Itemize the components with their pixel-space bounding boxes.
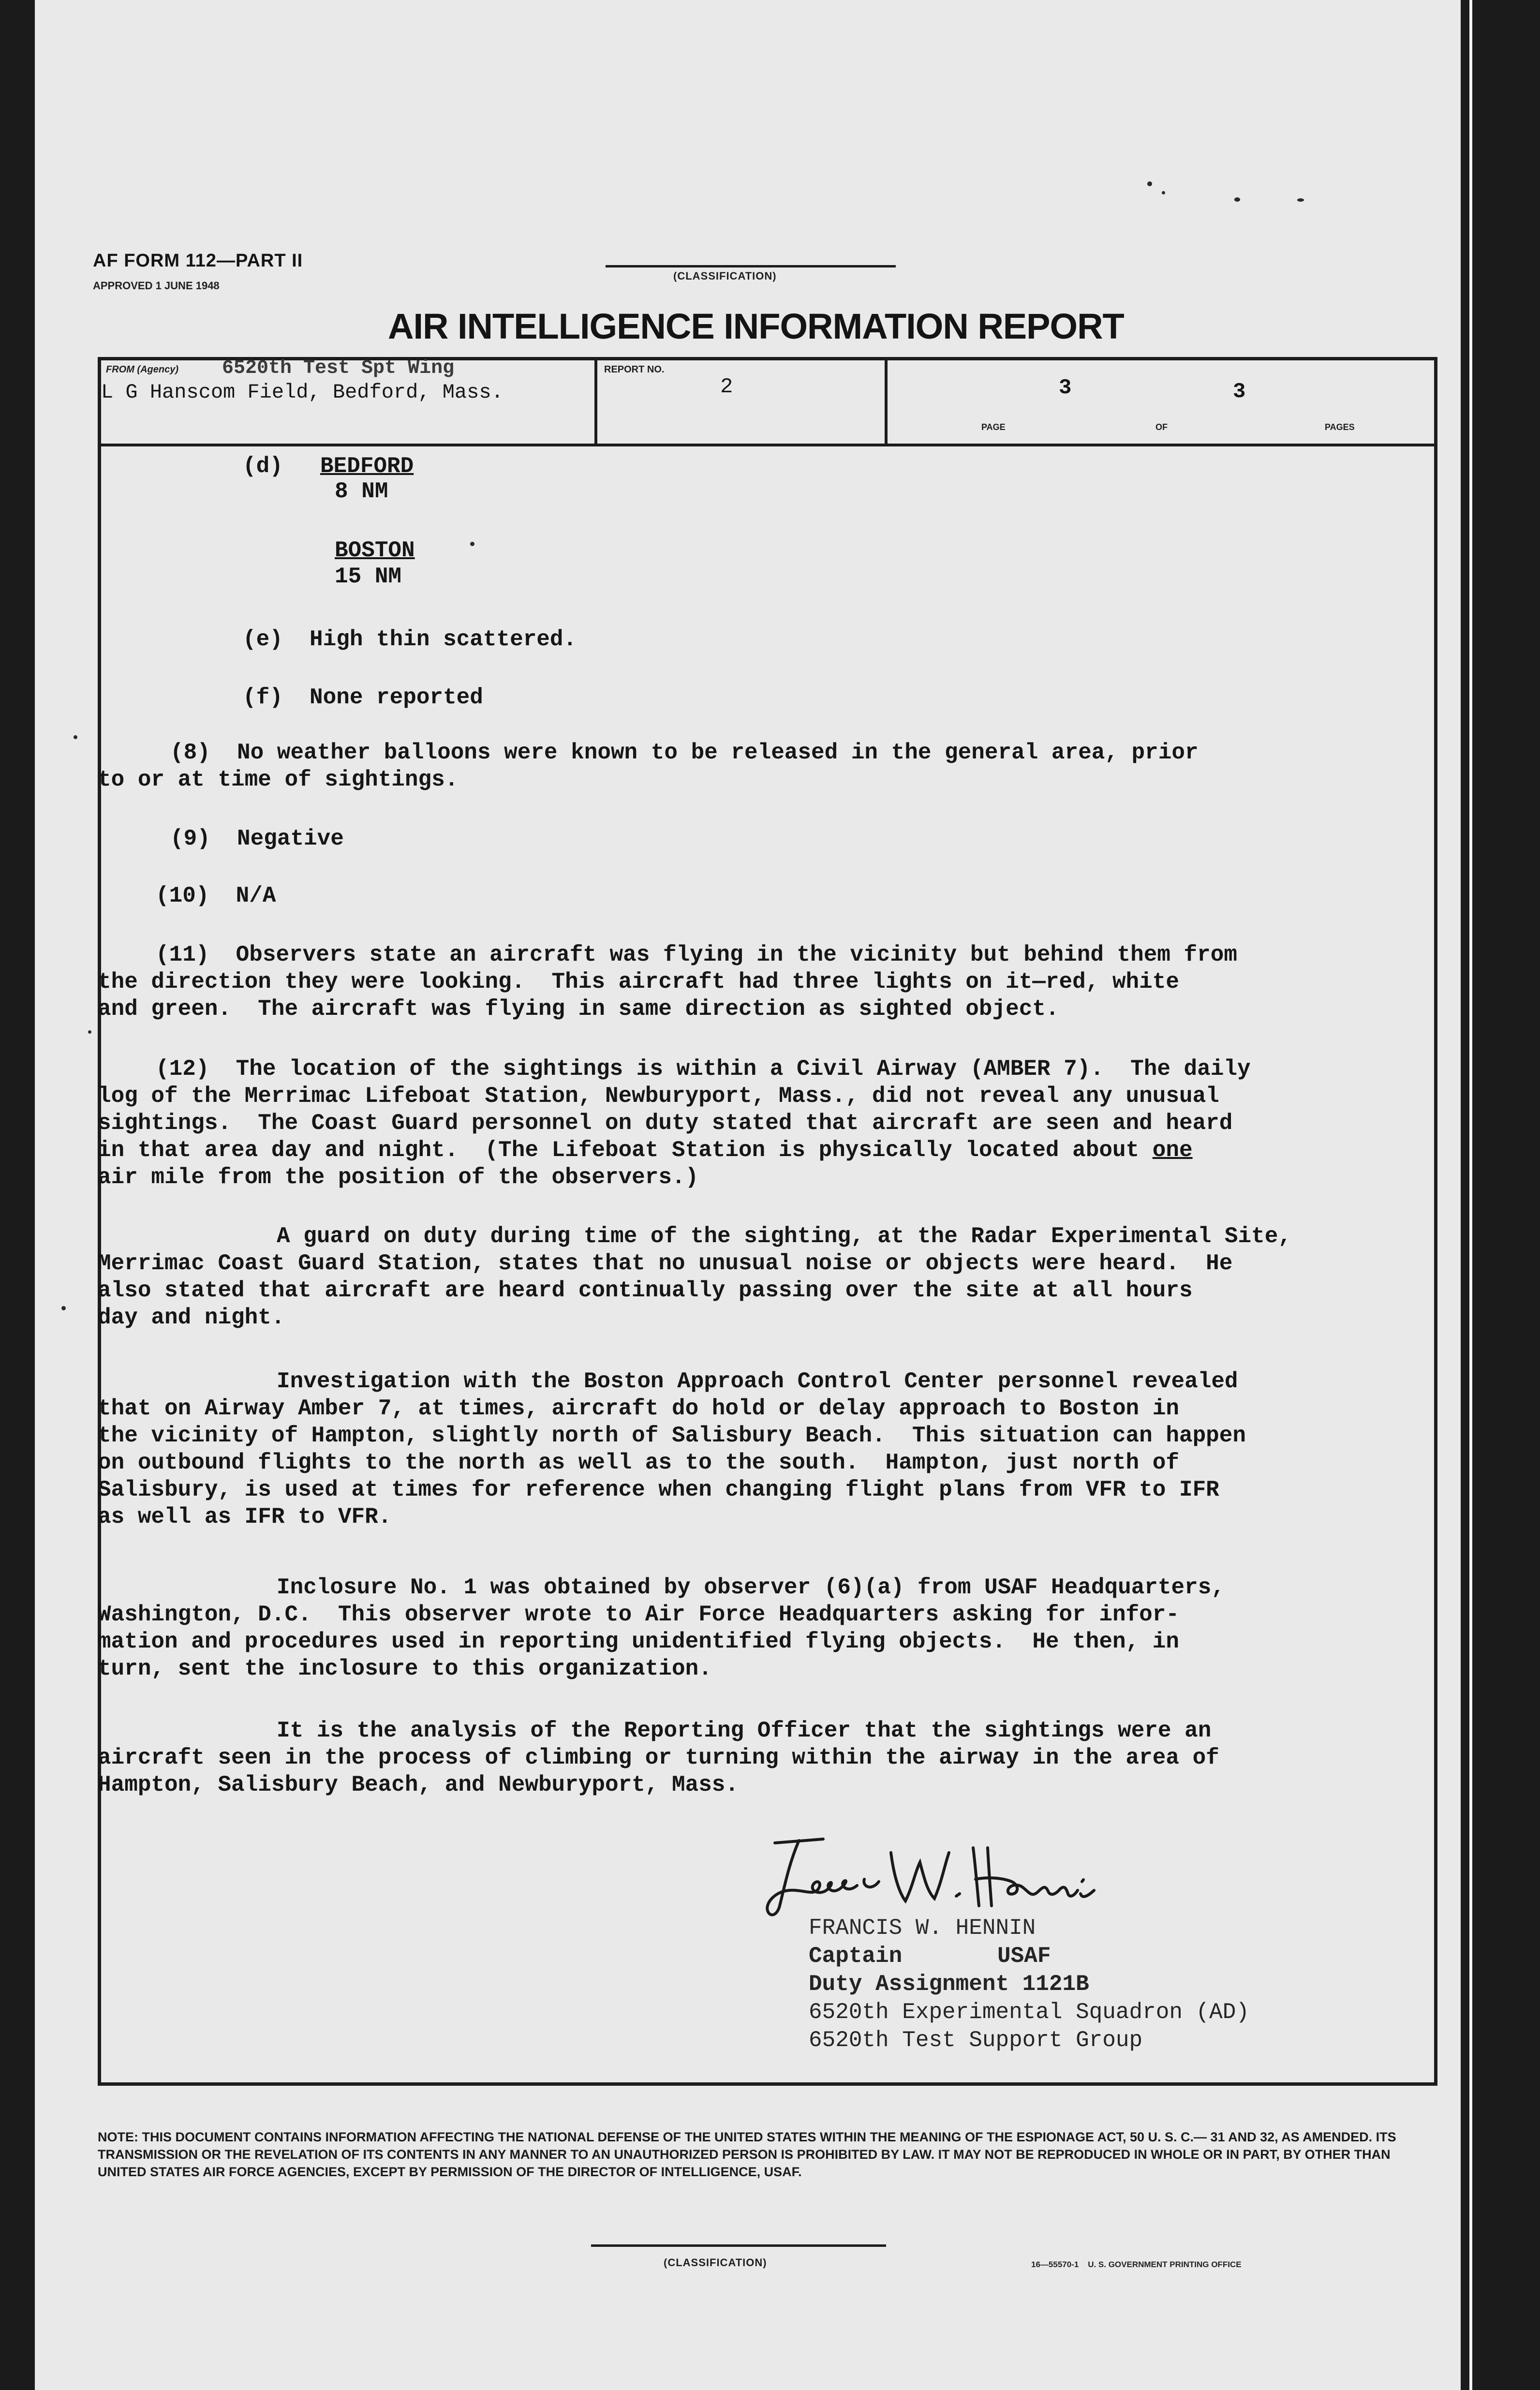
item-e: (e) High thin scattered. bbox=[243, 627, 577, 652]
ink-speck bbox=[61, 1306, 66, 1310]
guard-para-line4: day and night. bbox=[98, 1305, 285, 1330]
signer-unit-1: 6520th Experimental Squadron (AD) bbox=[809, 2000, 1249, 2025]
of-label: OF bbox=[1155, 422, 1168, 432]
pages-label: PAGES bbox=[1325, 422, 1355, 432]
inclosure-para-line1: Inclosure No. 1 was obtained by observer (6)(a) from USAF Headquarters, bbox=[277, 1575, 1225, 1600]
investigation-para-line5: Salisbury, is used at times for reference when changing flight plans from VFR to IFR bbox=[98, 1477, 1219, 1502]
item-8-line1: (8) No weather balloons were known to be released in the general area, prior bbox=[170, 740, 1199, 765]
guard-para-line3: also stated that aircraft are heard continually passing over the site at all hours bbox=[98, 1278, 1193, 1303]
ink-speck bbox=[1162, 191, 1165, 194]
item-12-line5: air mile from the position of the observers.) bbox=[98, 1165, 699, 1190]
ink-speck bbox=[74, 735, 77, 739]
report-form-frame bbox=[98, 357, 1437, 2086]
guard-para-line1: A guard on duty during time of the sighting, at the Radar Experimental Site, bbox=[277, 1224, 1291, 1249]
report-title: AIR INTELLIGENCE INFORMATION REPORT bbox=[388, 306, 1124, 346]
form-number: AF FORM 112—PART II bbox=[93, 251, 303, 271]
inclosure-para-line2: Washington, D.C. This observer wrote to Air Force Headquarters asking for infor- bbox=[98, 1602, 1179, 1627]
ink-speck bbox=[1234, 197, 1240, 202]
ink-speck bbox=[1147, 181, 1152, 186]
item-10: (10) N/A bbox=[156, 883, 276, 908]
investigation-para-line2: that on Airway Amber 7, at times, aircraft do hold or delay approach to Boston in bbox=[98, 1396, 1179, 1421]
analysis-para-line3: Hampton, Salisbury Beach, and Newburyport, Mass. bbox=[98, 1772, 739, 1797]
bedford-distance: 8 NM bbox=[335, 479, 388, 504]
item-12-one-underlined: one bbox=[1152, 1138, 1193, 1163]
film-edge bbox=[1461, 0, 1500, 2390]
classification-label-top: (CLASSIFICATION) bbox=[673, 270, 777, 282]
signer-name: FRANCIS W. HENNIN bbox=[809, 1915, 1036, 1941]
item-12-line2: log of the Merrimac Lifeboat Station, Newburyport, Mass., did not reveal any unusual bbox=[98, 1084, 1219, 1109]
boston-name: BOSTON bbox=[335, 538, 415, 563]
classification-line-bottom bbox=[591, 2244, 886, 2247]
bedford-name: BEDFORD bbox=[320, 454, 414, 479]
header-divider-2 bbox=[885, 360, 888, 444]
item-8-line2: to or at time of sightings. bbox=[98, 767, 459, 792]
page-total: 3 bbox=[1233, 380, 1246, 404]
item-12-line4 bbox=[98, 1138, 1193, 1163]
note-label: NOTE: bbox=[98, 2130, 138, 2144]
page-label: PAGE bbox=[981, 422, 1006, 432]
item-9: (9) Negative bbox=[170, 826, 344, 851]
inclosure-para-line4: turn, sent the inclosure to this organization. bbox=[98, 1656, 712, 1681]
item-12-line3: sightings. The Coast Guard personnel on duty stated that aircraft are seen and heard bbox=[98, 1111, 1233, 1136]
analysis-para-line1: It is the analysis of the Reporting Officer that the sightings were an bbox=[277, 1718, 1212, 1743]
item-12-line1: (12) The location of the sightings is within a Civil Airway (AMBER 7). The daily bbox=[156, 1056, 1251, 1082]
handwritten-signature bbox=[760, 1833, 1109, 1925]
form-approved-date: APPROVED 1 JUNE 1948 bbox=[93, 280, 220, 292]
page-number: 3 bbox=[1059, 376, 1072, 400]
investigation-para-line4: on outbound flights to the north as well as to the south. Hampton, just north of bbox=[98, 1450, 1179, 1475]
item-11-line1: (11) Observers state an aircraft was flying in the vicinity but behind them from bbox=[156, 942, 1237, 967]
investigation-para-line1: Investigation with the Boston Approach Control Center personnel revealed bbox=[277, 1369, 1238, 1394]
from-agency-label: FROM (Agency) bbox=[106, 364, 178, 375]
from-agency-line2: L G Hanscom Field, Bedford, Mass. bbox=[101, 381, 503, 404]
guard-para-line2: Merrimac Coast Guard Station, states that no unusual noise or objects were heard. He bbox=[98, 1251, 1233, 1276]
report-no-value: 2 bbox=[720, 375, 733, 399]
item-12-line4-text: in that area day and night. (The Lifeboat Station is physically located about bbox=[98, 1138, 1153, 1163]
ink-speck bbox=[88, 1030, 91, 1034]
report-no-label: REPORT NO. bbox=[604, 364, 665, 375]
analysis-para-line2: aircraft seen in the process of climbing or turning within the airway in the area of bbox=[98, 1745, 1219, 1770]
investigation-para-line3: the vicinity of Hampton, slightly north of Salisbury Beach. This situation can happen bbox=[98, 1423, 1246, 1448]
boston-distance: 15 NM bbox=[335, 564, 402, 589]
item-d-label: (d) bbox=[243, 454, 283, 479]
film-edge-line bbox=[1469, 0, 1472, 2390]
classification-line-top bbox=[606, 265, 896, 267]
inclosure-para-line3: mation and procedures used in reporting unidentified flying objects. He then, in bbox=[98, 1629, 1179, 1654]
item-f: (f) None reported bbox=[243, 685, 483, 710]
espionage-notice bbox=[98, 2128, 1442, 2181]
from-agency-line1: 6520th Test Spt Wing bbox=[222, 357, 455, 379]
printing-office-code: 16—55570-1 U. S. GOVERNMENT PRINTING OFFICE bbox=[1031, 2260, 1242, 2269]
note-text: THIS DOCUMENT CONTAINS INFORMATION AFFECTING THE NATIONAL DEFENSE OF THE UNITED STATES WITHIN THE MEANING OF THE ESPIONAGE ACT, 50 U. S. C.— 31 AND 32, AS AMENDED. ITS TRANSMISSION OR THE REVELATION OF ITS CONTENTS IN ANY MANNER TO AN UNAUTHORIZED PERSON IS PROHIBITED BY LAW. IT MAY NOT BE REPRODUCED IN WHOLE OR IN PART, BY OTHER THAN UNITED STATES AIR FORCE AGENCIES, EXCEPT BY PERMISSION OF THE DIRECTOR OF INTELLIGENCE, USAF. bbox=[98, 2130, 1396, 2179]
classification-label-bottom: (CLASSIFICATION) bbox=[664, 2256, 767, 2269]
item-11-line3: and green. The aircraft was flying in same direction as sighted object. bbox=[98, 996, 1059, 1022]
signer-service: USAF bbox=[997, 1944, 1051, 1969]
signer-unit-2: 6520th Test Support Group bbox=[809, 2028, 1143, 2053]
investigation-para-line6: as well as IFR to VFR. bbox=[98, 1504, 392, 1529]
signer-duty: Duty Assignment 1121B bbox=[809, 1972, 1089, 1997]
item-11-line2: the direction they were looking. This aircraft had three lights on it—red, white bbox=[98, 969, 1179, 995]
ink-speck bbox=[1297, 198, 1304, 202]
document-page bbox=[35, 0, 1500, 2390]
header-divider-1 bbox=[594, 360, 597, 444]
header-rule bbox=[101, 444, 1434, 446]
signer-rank: Captain bbox=[809, 1944, 903, 1969]
